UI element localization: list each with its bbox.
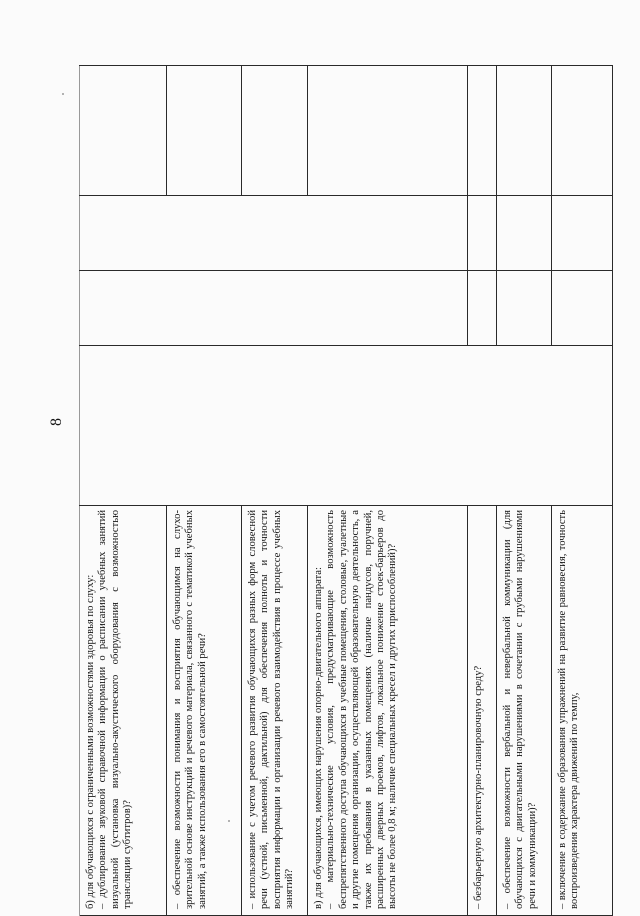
question-text: – безбарьерную архитектурно-планировочную среду? bbox=[473, 665, 484, 909]
question-text: – использование с учетом речевого развития обучающихся разных форм словесной речи (устной, письменной, дактильной) для обеспечения полноты и точности восприятия информации и организации речевого взаимодействия в процессе учебных занятий? bbox=[247, 510, 296, 909]
question-text: – обеспечение возможности вербальной и невербальной коммуникации (для обучающихся с двигательными нарушениями в сочетании с грубыми нарушениями речи и коммуникации)? bbox=[502, 510, 538, 909]
answer-cell bbox=[497, 271, 552, 346]
question-cell bbox=[468, 506, 497, 916]
question-cell bbox=[308, 506, 468, 916]
question-cell bbox=[552, 506, 613, 916]
answer-cell bbox=[552, 66, 613, 196]
question-text: – включение в содержание образования упражнений на развитие равновесия, точность воспроизведения характера движений по темпу, bbox=[557, 510, 581, 909]
answer-cell bbox=[468, 271, 497, 346]
answer-cell bbox=[468, 66, 497, 196]
question-cell bbox=[80, 506, 167, 916]
question-heading: б) для обучающихся с ограниченными возможностями здоровья по слуху: bbox=[85, 574, 96, 909]
answer-cell bbox=[497, 66, 552, 196]
table-sheet bbox=[79, 66, 612, 916]
answer-cell bbox=[80, 66, 167, 196]
question-text: – обеспечение возможности понимания и восприятия обучающимся на слухо-зрительной основе инструкций и речевого материала, связанного с тематикой учебных занятий, а также использования его в самостоятельной речи? bbox=[172, 510, 208, 909]
scan-mark bbox=[62, 93, 64, 95]
question-text: – материально-технические условия, предусматривающие возможность беспрепятственного доступа обучающихся в учебные помещения, столовые, туалетные и другие помещения организации, осуществляющей образовательную деятельность, а также их пребывания в указанных помещениях (наличие пандусов, поручней, расширенных дверных проемов, лифтов, локальное понижение стоек-барьеров до высоты не более 0,8 м; наличие специальных кресел и других приспособлений)? bbox=[325, 510, 399, 909]
question-cell bbox=[242, 506, 308, 916]
answer-cell bbox=[80, 271, 468, 346]
page-number: 8 bbox=[48, 418, 65, 426]
answer-cell bbox=[497, 196, 552, 271]
question-cell bbox=[497, 506, 552, 916]
answer-cell bbox=[80, 196, 468, 271]
answer-cell bbox=[80, 346, 613, 506]
answer-cell bbox=[552, 196, 613, 271]
question-text: – дублирование звуковой справочной информации о расписании учебных занятий визуальной (установка визуально-акустического оборудования с возможностью трансляции субтитров)? bbox=[97, 510, 134, 909]
answer-cell bbox=[468, 196, 497, 271]
answer-cell bbox=[308, 66, 468, 196]
answer-cell bbox=[242, 66, 308, 196]
checklist-table bbox=[79, 65, 613, 916]
table-row bbox=[80, 66, 167, 916]
question-cell bbox=[167, 506, 242, 916]
answer-cell bbox=[552, 271, 613, 346]
question-heading: в) для обучающихся, имеющих нарушения опорно-двигательного аппарата: bbox=[313, 567, 324, 909]
answer-cell bbox=[167, 66, 242, 196]
